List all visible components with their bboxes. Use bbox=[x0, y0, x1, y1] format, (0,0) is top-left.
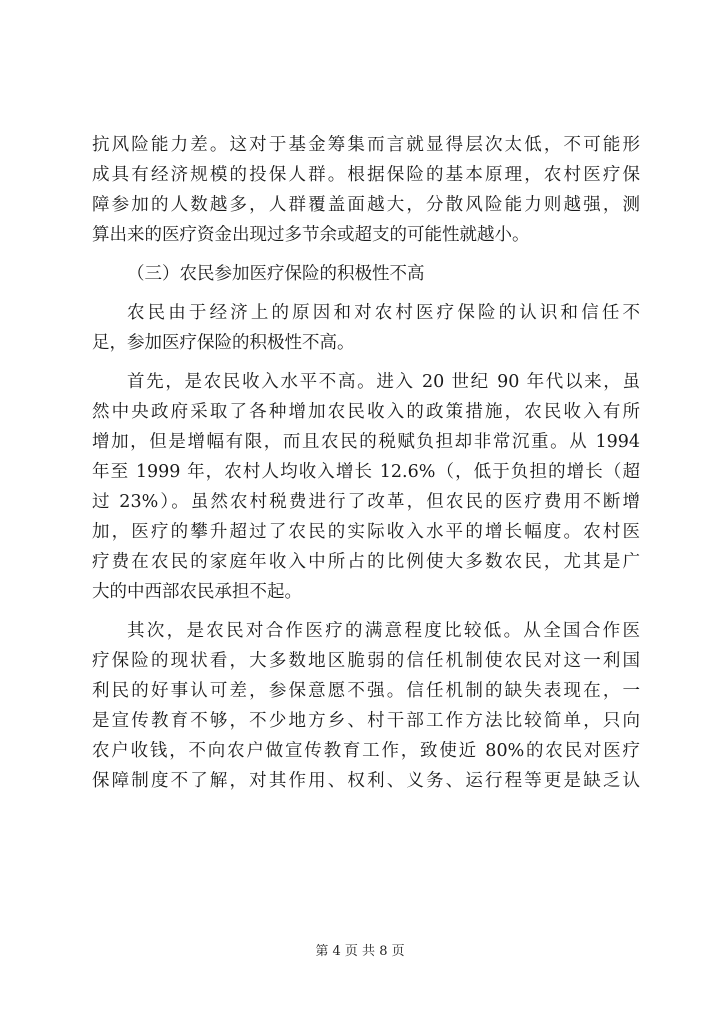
text-line: 抗风险能力差。这对于基金筹集而言就显得层次太低，不可能形 bbox=[92, 135, 640, 155]
text-line: 算出来的医疗资金出现过多节余或超支的可能性就越小。 bbox=[92, 225, 530, 245]
paragraph-intro bbox=[92, 298, 640, 358]
text-line: 其次，是农民对合作医疗的满意程度比较低。从全国合作医 bbox=[127, 621, 640, 641]
text-line: 过 23%）。虽然农村税费进行了改革，但农民的医疗费用不断增 bbox=[92, 492, 640, 512]
paragraph-risk bbox=[92, 130, 640, 250]
page-footer bbox=[0, 940, 720, 959]
text-line: 年至 1999 年，农村人均收入增长 12.6%（，低于负担的增长（超 bbox=[92, 462, 640, 482]
text-line: 然中央政府采取了各种增加农民收入的政策措施，农民收入有所 bbox=[92, 402, 640, 422]
text-line: 障参加的人数越多，人群覆盖面越大，分散风险能力则越强，测 bbox=[92, 195, 640, 215]
text-line: 疗保险的现状看，大多数地区脆弱的信任机制使农民对这一利国 bbox=[92, 651, 640, 671]
paragraph-income bbox=[92, 367, 640, 607]
body-text bbox=[92, 130, 640, 805]
text-line: 农民由于经济上的原因和对农村医疗保险的认识和信任不 bbox=[127, 303, 640, 323]
page-number: 第 4 页 共 8 页 bbox=[315, 944, 405, 959]
heading-text: （三）农民参加医疗保险的积极性不高 bbox=[127, 264, 425, 284]
section-heading bbox=[92, 259, 640, 289]
text-line: 加，医疗的攀升超过了农民的实际收入水平的增长幅度。农村医 bbox=[92, 522, 640, 542]
text-line: 增加，但是增幅有限，而且农民的税赋负担却非常沉重。从 1994 bbox=[92, 432, 640, 452]
text-line: 大的中西部农民承担不起。 bbox=[92, 582, 302, 602]
text-line: 首先，是农民收入水平不高。进入 20 世纪 90 年代以来，虽 bbox=[127, 372, 640, 392]
text-line: 足，参加医疗保险的积极性不高。 bbox=[92, 333, 355, 353]
text-line: 利民的好事认可差，参保意愿不强。信任机制的缺失表现在，一 bbox=[92, 681, 640, 701]
text-line: 保障制度不了解，对其作用、权利、义务、运行程等更是缺乏认 bbox=[92, 771, 640, 791]
paragraph-satisfaction bbox=[92, 616, 640, 796]
text-line: 是宣传教育不够，不少地方乡、村干部工作方法比较简单，只向 bbox=[92, 711, 640, 731]
text-line: 成具有经济规模的投保人群。根据保险的基本原理，农村医疗保 bbox=[92, 165, 640, 185]
text-line: 疗费在农民的家庭年收入中所占的比例使大多数农民，尤其是广 bbox=[92, 552, 640, 572]
text-line: 农户收钱，不向农户做宣传教育工作，致使近 80%的农民对医疗 bbox=[92, 741, 640, 761]
